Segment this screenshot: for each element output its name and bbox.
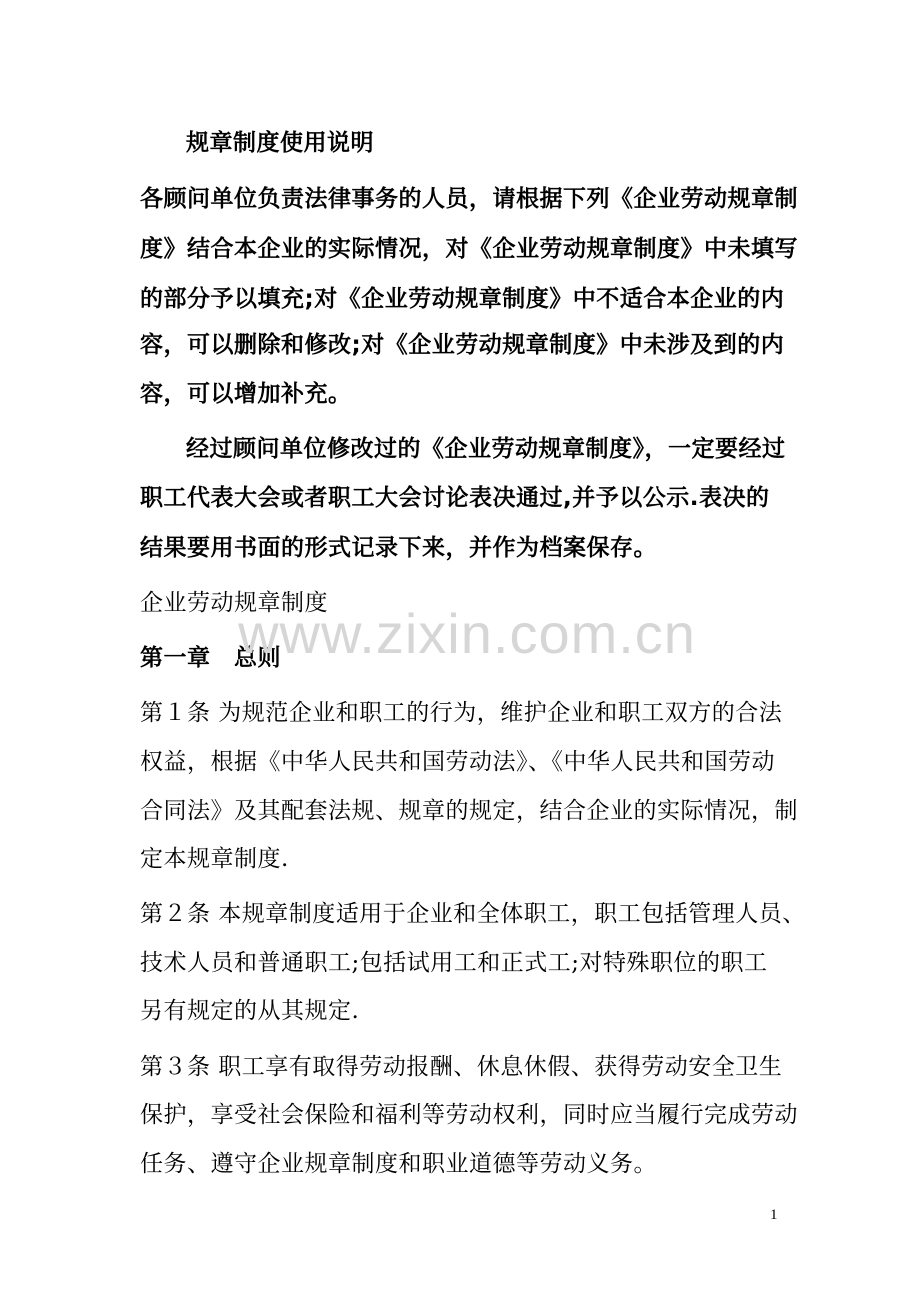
article3-line: 任务、遵守企业规章制度和职业道德等劳动义务。	[140, 1151, 657, 1177]
article2-line: 另有规定的从其规定.	[140, 998, 360, 1024]
article1-line: 合同法》及其配套法规、规章的规定，结合企业的实际情况，制	[140, 798, 798, 824]
usage-para2-line: 结果要用书面的形式记录下来，并作为档案保存。	[140, 535, 657, 561]
article3-line: 保护，享受社会保险和福利等劳动权利，同时应当履行完成劳动	[140, 1102, 798, 1128]
usage-para1-line: 的部分予以填充;对《企业劳动规章制度》中不适合本企业的内	[140, 286, 785, 312]
page-number: 1	[770, 1207, 778, 1223]
article3-line: 第３条 职工享有取得劳动报酬、休息休假、获得劳动安全卫生	[140, 1054, 783, 1080]
article2-line: 第２条 本规章制度适用于企业和全体职工，职工包括管理人员、	[140, 901, 806, 927]
usage-para1-line: 各顾问单位负责法律事务的人员，请根据下列《企业劳动规章制	[140, 186, 798, 212]
article1-line: 第１条 为规范企业和职工的行为，维护企业和职工双方的合法	[140, 700, 783, 726]
usage-para2-line: 职工代表大会或者职工大会讨论表决通过,并予以公示.表决的	[140, 485, 770, 511]
usage-para1-line: 容，可以增加补充。	[140, 381, 352, 407]
usage-para2-line: 经过顾问单位修改过的《企业劳动规章制度》，一定要经过	[186, 436, 786, 462]
article1-line: 定本规章制度.	[140, 846, 289, 872]
chapter-heading: 第一章 总则	[140, 645, 281, 671]
usage-para1-line: 度》结合本企业的实际情况，对《企业劳动规章制度》中未填写	[140, 236, 798, 262]
usage-para1-line: 容，可以删除和修改;对《企业劳动规章制度》中未涉及到的内	[140, 332, 785, 358]
article2-line: 技术人员和普通职工;包括试用工和正式工;对特殊职位的职工	[140, 950, 768, 976]
usage-title: 规章制度使用说明	[186, 130, 374, 156]
doc-title: 企业劳动规章制度	[140, 590, 328, 616]
article1-line: 权益，根据《中华人民共和国劳动法》、《中华人民共和国劳动	[140, 749, 775, 775]
watermark: www.zixin.com.cn	[238, 602, 696, 665]
